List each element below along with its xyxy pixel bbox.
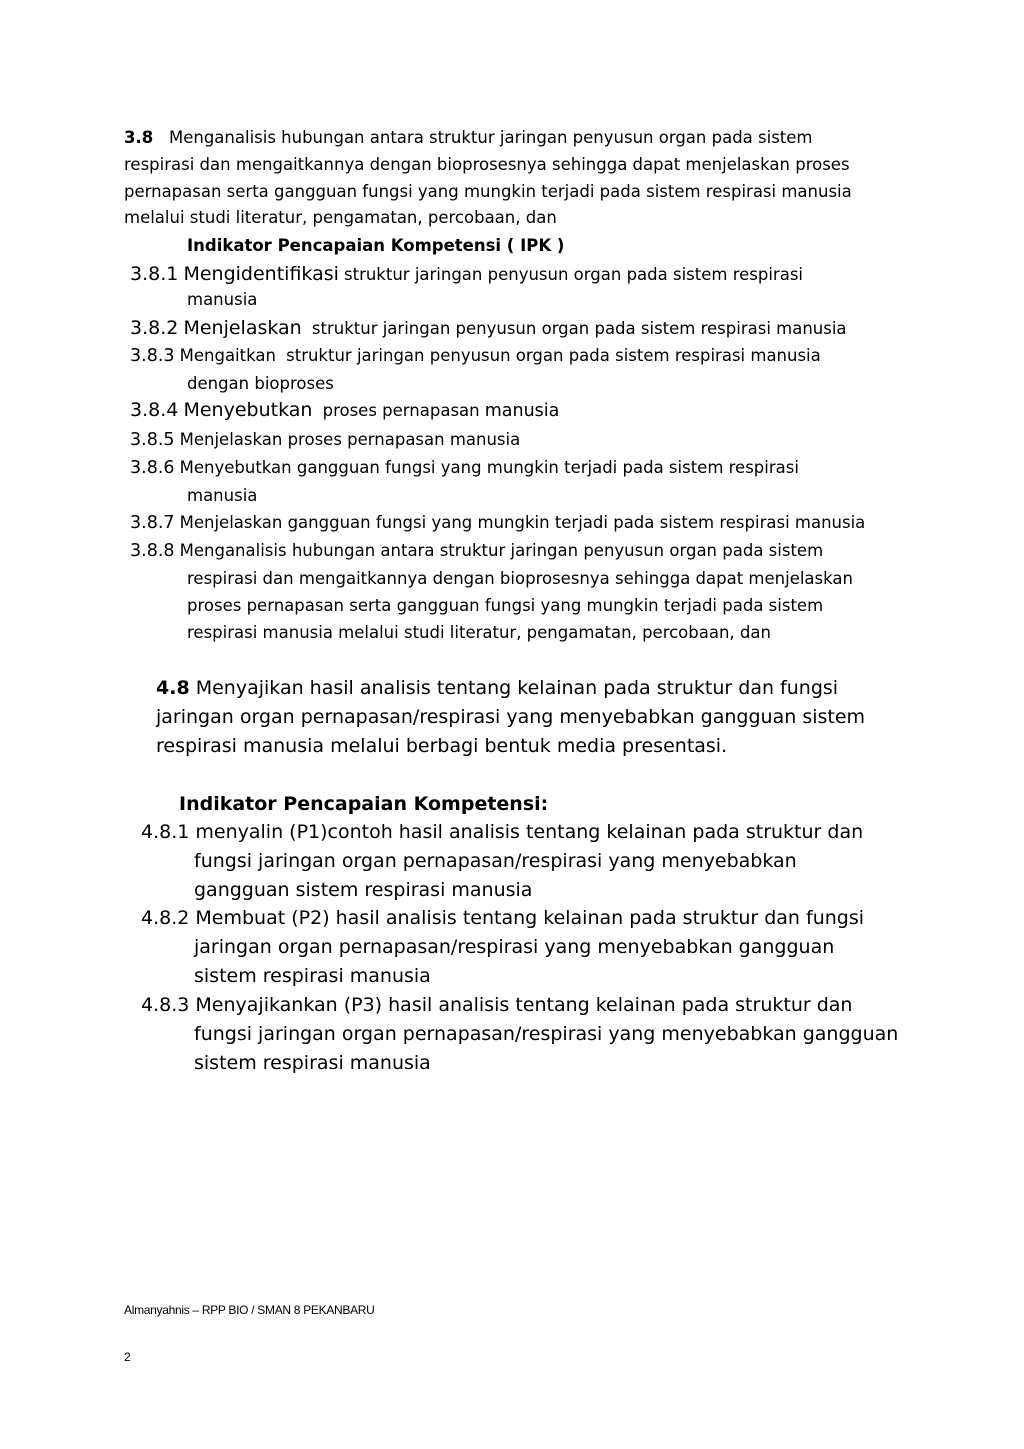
ipk-number: 4.8.3 xyxy=(141,994,190,1016)
ipk-text: Menyajikankan (P3) hasil analisis tentang kelainan pada struktur dan xyxy=(195,994,853,1016)
ipk-number: 4.8.1 xyxy=(141,821,190,843)
ipk-item-3-8-6 xyxy=(130,458,799,478)
kd-3-8-line-2: respirasi dan mengaitkannya dengan bioprosesnya sehingga dapat menjelaskan proses xyxy=(124,155,850,174)
ipk-item-3-8-8-cont-1: respirasi dan mengaitkannya dengan bioprosesnya sehingga dapat menjelaskan xyxy=(187,569,853,588)
kd-3-8-text: Menganalisis hubungan antara struktur jaringan penyusun organ pada sistem xyxy=(168,128,813,147)
ipk-verb: Mengidentifikasi xyxy=(183,263,339,285)
ipk-item-3-8-3-cont: dengan bioproses xyxy=(187,374,334,393)
kd-3-8-line-4: melalui studi literatur, pengamatan, percobaan, dan xyxy=(124,208,557,227)
ipk-item-4-8-1-cont-2: gangguan sistem respirasi manusia xyxy=(194,879,533,901)
kd-4-8-line-3: respirasi manusia melalui berbagi bentuk media presentasi. xyxy=(156,735,728,757)
kd-3-8-line-3: pernapasan serta gangguan fungsi yang mungkin terjadi pada sistem respirasi manusia xyxy=(124,182,852,201)
ipk-text: menyalin (P1)contoh hasil analisis tentang kelainan pada struktur dan xyxy=(195,821,864,843)
kd-3-8-number: 3.8 xyxy=(124,128,154,147)
ipk-verb: Menjelaskan xyxy=(183,317,302,339)
ipk-item-3-8-7 xyxy=(130,513,865,533)
ipk-verb: Menyebutkan xyxy=(183,399,313,421)
ipk-item-3-8-8-cont-3: respirasi manusia melalui studi literatur, pengamatan, percobaan, dan xyxy=(187,623,771,642)
ipk-text-end: manusia xyxy=(484,401,560,421)
ipk-item-4-8-3-cont-1: fungsi jaringan organ pernapasan/respirasi yang menyebabkan gangguan xyxy=(194,1023,899,1045)
ipk-text: struktur jaringan penyusun organ pada sistem respirasi manusia xyxy=(286,346,821,365)
ipk-item-3-8-1-cont: manusia xyxy=(187,290,258,309)
ipk-item-4-8-2-cont-2: sistem respirasi manusia xyxy=(194,965,431,987)
page-number: 2 xyxy=(124,1350,131,1364)
kd-4-8-text: Menyajikan hasil analisis tentang kelainan pada struktur dan fungsi xyxy=(195,677,839,699)
ipk-item-3-8-4 xyxy=(130,399,559,421)
ipk-item-3-8-6-cont: manusia xyxy=(187,486,258,505)
ipk-item-4-8-3-cont-2: sistem respirasi manusia xyxy=(194,1052,431,1074)
ipk-item-4-8-3 xyxy=(141,994,852,1016)
ipk-text: struktur jaringan penyusun organ pada sistem respirasi xyxy=(344,265,803,284)
ipk-item-4-8-1-cont-1: fungsi jaringan organ pernapasan/respirasi yang menyebabkan xyxy=(194,850,797,872)
ipk-number: 3.8.7 xyxy=(130,513,175,533)
kd-3-8-line-1 xyxy=(124,128,813,147)
kd-4-8-line-2: jaringan organ pernapasan/respirasi yang menyebabkan gangguan sistem xyxy=(156,706,866,728)
ipk-item-3-8-1 xyxy=(130,263,803,285)
ipk-number: 3.8.8 xyxy=(130,541,175,561)
ipk-number: 3.8.2 xyxy=(130,317,179,339)
ipk-text: Menganalisis hubungan antara struktur jaringan penyusun organ pada sistem xyxy=(179,541,824,560)
ipk-number: 3.8.3 xyxy=(130,346,175,366)
ipk-text: Menyebutkan gangguan fungsi yang mungkin terjadi pada sistem respirasi xyxy=(179,458,799,477)
ipk-item-3-8-8 xyxy=(130,541,823,561)
kd-4-8-number: 4.8 xyxy=(156,677,190,699)
ipk-number: 3.8.1 xyxy=(130,263,179,285)
ipk-4-8-heading: Indikator Pencapaian Kompetensi: xyxy=(179,793,549,815)
ipk-item-4-8-1 xyxy=(141,821,863,843)
ipk-number: 3.8.4 xyxy=(130,399,179,421)
ipk-text: struktur jaringan penyusun organ pada sistem respirasi manusia xyxy=(311,319,847,338)
ipk-text: Menjelaskan gangguan fungsi yang mungkin terjadi pada sistem respirasi manusia xyxy=(179,513,866,532)
ipk-text: Membuat (P2) hasil analisis tentang kelainan pada struktur dan fungsi xyxy=(195,907,865,929)
ipk-text: proses pernapasan xyxy=(322,401,480,420)
ipk-3-8-heading: Indikator Pencapaian Kompetensi ( IPK ) xyxy=(187,236,565,255)
page-footer: Almanyahnis – RPP BIO / SMAN 8 PEKANBARU xyxy=(124,1303,375,1317)
ipk-number: 3.8.6 xyxy=(130,458,175,478)
ipk-item-3-8-8-cont-2: proses pernapasan serta gangguan fungsi yang mungkin terjadi pada sistem xyxy=(187,596,824,615)
ipk-number: 4.8.2 xyxy=(141,907,190,929)
ipk-verb: Mengaitkan xyxy=(179,346,276,365)
ipk-number: 3.8.5 xyxy=(130,430,175,450)
ipk-item-4-8-2 xyxy=(141,907,864,929)
ipk-item-3-8-5 xyxy=(130,430,520,450)
ipk-item-3-8-2 xyxy=(130,317,847,339)
kd-4-8-line-1 xyxy=(156,677,838,699)
ipk-item-3-8-3 xyxy=(130,346,821,366)
ipk-item-4-8-2-cont-1: jaringan organ pernapasan/respirasi yang menyebabkan gangguan xyxy=(194,936,835,958)
ipk-text: Menjelaskan proses pernapasan manusia xyxy=(179,430,521,449)
